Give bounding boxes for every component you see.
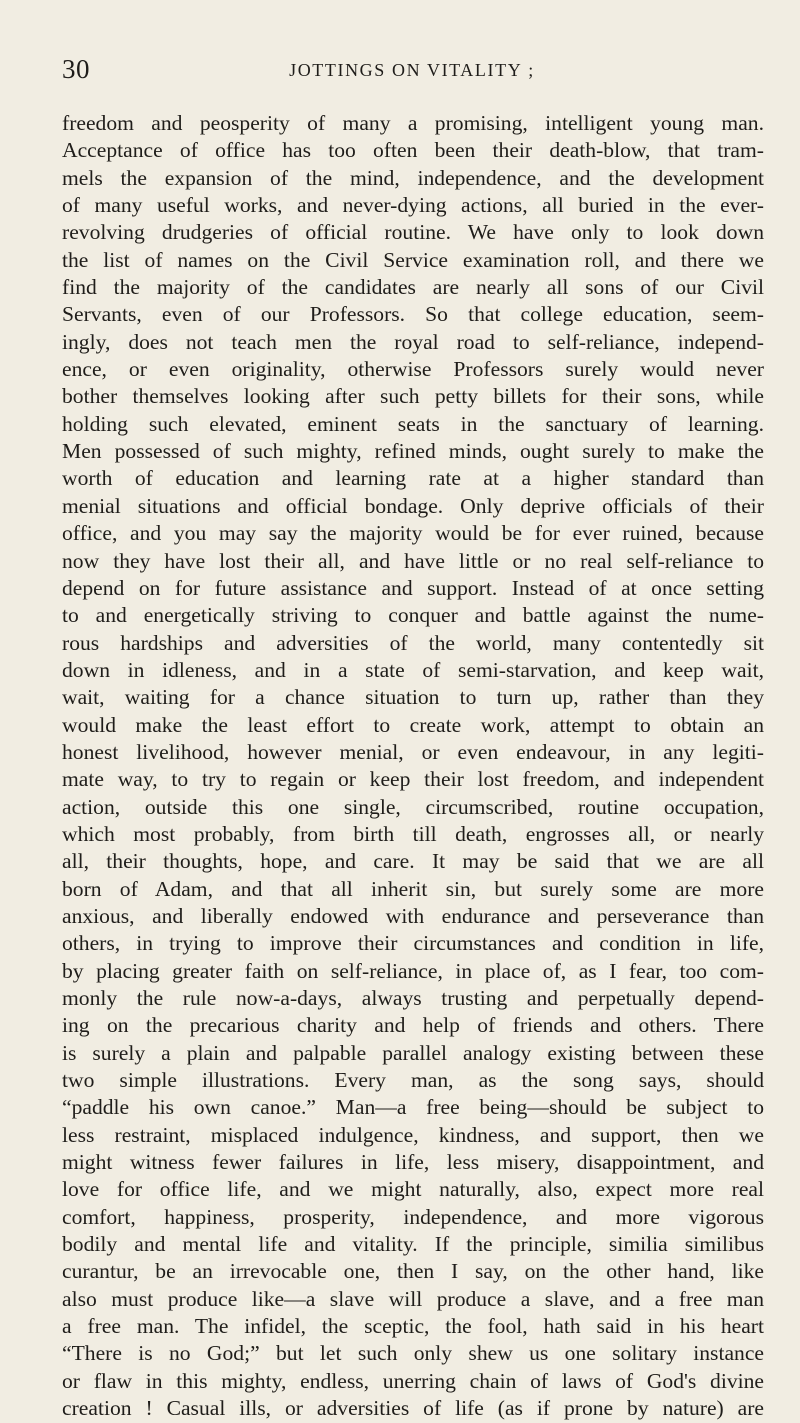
- page-number: 30: [62, 54, 90, 84]
- text-line: all, their thoughts, hope, and care. It may be said that we are all: [62, 849, 764, 874]
- running-head: [62, 60, 762, 81]
- text-line: creation ! Casual ills, or adversities of life (as if prone by nature) are: [62, 1396, 764, 1421]
- text-line: holding such elevated, eminent seats in the sanctuary of learning.: [62, 411, 764, 436]
- text-line: comfort, happiness, prosperity, independence, and more vigorous: [62, 1204, 764, 1229]
- text-line: mels the expansion of the mind, independence, and the development: [62, 165, 764, 190]
- text-line: depend on for future assistance and support. Instead of at once setting: [62, 575, 764, 600]
- text-line: bodily and mental life and vitality. If the principle, similia similibus: [62, 1232, 764, 1257]
- text-line: the list of names on the Civil Service examination roll, and there we: [62, 247, 764, 272]
- text-line: Men possessed of such mighty, refined minds, ought surely to make the: [62, 439, 764, 464]
- page-header: [62, 54, 762, 94]
- text-line: by placing greater faith on self-reliance, in place of, as I fear, too com-: [62, 958, 764, 983]
- text-line: of many useful works, and never-dying actions, all buried in the ever-: [62, 193, 764, 218]
- running-head-tail: ;: [528, 60, 535, 80]
- text-line: a free man. The infidel, the sceptic, the fool, hath said in his heart: [62, 1314, 764, 1339]
- text-line: born of Adam, and that all inherit sin, but surely some are more: [62, 876, 764, 901]
- text-line: would make the least effort to create work, attempt to obtain an: [62, 712, 764, 737]
- text-line: bother themselves looking after such petty billets for their sons, while: [62, 384, 764, 409]
- text-line: revolving drudgeries of official routine. We have only to look down: [62, 220, 764, 245]
- text-line: curantur, be an irrevocable one, then I say, on the other hand, like: [62, 1259, 764, 1284]
- text-line: worth of education and learning rate at a higher standard than: [62, 466, 764, 491]
- text-line: or flaw in this mighty, endless, unerring chain of laws of God's divine: [62, 1368, 764, 1393]
- text-line: two simple illustrations. Every man, as the song says, should: [62, 1068, 764, 1093]
- text-line: might witness fewer failures in life, less misery, disappointment, and: [62, 1150, 764, 1175]
- text-line: less restraint, misplaced indulgence, kindness, and support, then we: [62, 1122, 764, 1147]
- text-line: others, in trying to improve their circumstances and condition in life,: [62, 931, 764, 956]
- text-line: ing on the precarious charity and help of friends and others. There: [62, 1013, 764, 1038]
- text-line: mate way, to try to regain or keep their lost freedom, and independent: [62, 767, 764, 792]
- text-line: find the majority of the candidates are nearly all sons of our Civil: [62, 275, 764, 300]
- text-line: is surely a plain and palpable parallel analogy existing between these: [62, 1040, 764, 1065]
- text-line: “There is no God;” but let such only shew us one solitary instance: [62, 1341, 764, 1366]
- text-line: now they have lost their all, and have little or no real self-reliance to: [62, 548, 764, 573]
- body-text: [62, 110, 764, 1423]
- text-line: rous hardships and adversities of the world, many contentedly sit: [62, 630, 764, 655]
- text-line: down in idleness, and in a state of semi-starvation, and keep wait,: [62, 657, 764, 682]
- text-line: monly the rule now-a-days, always trusting and perpetually depend-: [62, 986, 764, 1010]
- text-line: to and energetically striving to conquer and battle against the nume-: [62, 603, 764, 628]
- text-line: ence, or even originality, otherwise Professors surely would never: [62, 357, 764, 382]
- text-line: anxious, and liberally endowed with endurance and perseverance than: [62, 903, 764, 928]
- text-line: “paddle his own canoe.” Man—a free being—should be subject to: [62, 1095, 764, 1120]
- text-line: freedom and peosperity of many a promising, intelligent young man.: [62, 111, 764, 135]
- text-line: Servants, even of our Professors. So that college education, seem-: [62, 302, 764, 327]
- running-head-title: JOTTINGS ON VITALITY: [289, 60, 523, 80]
- text-line: also must produce like—a slave will produce a slave, and a free man: [62, 1286, 764, 1311]
- text-line: action, outside this one single, circumscribed, routine occupation,: [62, 794, 764, 819]
- text-line: wait, waiting for a chance situation to turn up, rather than they: [62, 685, 764, 710]
- text-line: menial situations and official bondage. Only deprive officials of their: [62, 493, 764, 518]
- text-line: office, and you may say the majority would be for ever ruined, because: [62, 521, 764, 546]
- text-line: which most probably, from birth till death, engrosses all, or nearly: [62, 821, 764, 846]
- text-line: love for office life, and we might naturally, also, expect more real: [62, 1177, 764, 1202]
- text-line: ingly, does not teach men the royal road to self-reliance, independ-: [62, 329, 764, 354]
- text-line: Acceptance of office has too often been their death-blow, that tram-: [62, 138, 764, 163]
- text-line: honest livelihood, however menial, or even endeavour, in any legiti-: [62, 739, 764, 764]
